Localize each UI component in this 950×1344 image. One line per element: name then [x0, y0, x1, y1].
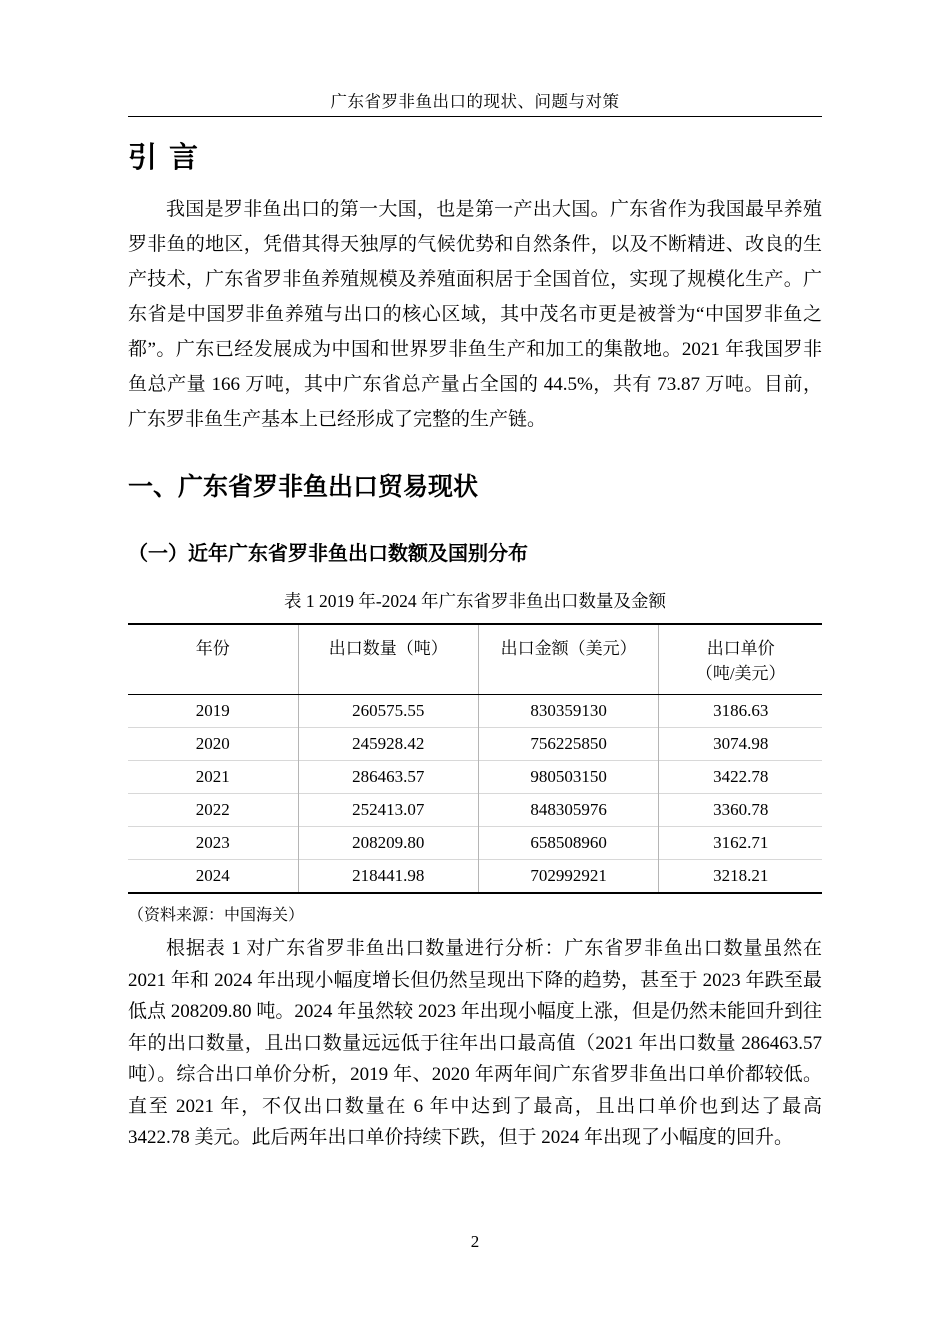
- cell-price: 3360.78: [659, 794, 822, 827]
- column-header-year: 年份: [128, 624, 298, 695]
- cell-quantity: 218441.98: [298, 860, 478, 894]
- table-row: [128, 761, 822, 794]
- intro-heading: 引 言: [128, 142, 201, 174]
- cell-price: 3186.63: [659, 695, 822, 728]
- table-source-note: （资料来源：中国海关）: [128, 907, 305, 924]
- page-number: 2: [470, 1232, 480, 1251]
- table-row: [128, 860, 822, 894]
- table-caption: 表 1 2019 年-2024 年广东省罗非鱼出口数量及金额: [283, 591, 667, 611]
- running-header-title: 广东省罗非鱼出口的现状、问题与对策: [128, 88, 822, 117]
- section-heading: 一、广东省罗非鱼出口贸易现状: [128, 473, 479, 501]
- cell-year: 2019: [195, 701, 230, 720]
- cell-amount: 848305976: [478, 794, 658, 827]
- intro-paragraph: 我国是罗非鱼出口的第一大国，也是第一产出大国。广东省作为我国最早养殖罗非鱼的地区，凭借其得天独厚的气候优势和自然条件，以及不断精进、改良的生产技术，广东省罗非鱼养殖规模及养殖面积居于全国首位，实现了规模化生产。广东省是中国罗非鱼养殖与出口的核心区域，其中茂名市更是被誉为“中国罗非鱼之都”。广东已经发展成为中国和世界罗非鱼生产和加工的集散地。2021 年我国罗非鱼总产量 166 万吨，其中广东省总产量占全国的 44.5%，共有 73.87 万吨。目前，广东罗非鱼生产基本上已经形成了完整的生产链。: [128, 199, 822, 430]
- cell-quantity: 286463.57: [298, 761, 478, 794]
- cell-amount: 830359130: [478, 695, 658, 728]
- cell-price: 3162.71: [659, 827, 822, 860]
- table-row: [128, 794, 822, 827]
- cell-amount: 702992921: [478, 860, 658, 894]
- cell-quantity: 208209.80: [298, 827, 478, 860]
- column-header-amount: 出口金额（美元）: [478, 624, 658, 695]
- sub-heading: （一）近年广东省罗非鱼出口数额及国别分布: [128, 543, 528, 565]
- analysis-paragraph: 根据表 1 对广东省罗非鱼出口数量进行分析：广东省罗非鱼出口数量虽然在 2021 年和 2024 年出现小幅度增长但仍然呈现出下降的趋势，甚至于 2023 年跌至最低点 208209.80 吨。2024 年虽然较 2023 年出现小幅度上涨，但是仍然未能回升到往年的出口数量，且出口数量远远低于往年出口最高值（2021 年出口数量 286463.57 吨）。综合出口单价分析，2019 年、2020 年两年间广东省罗非鱼出口单价都较低。直至 2021 年，不仅出口数量在 6 年中达到了最高，且出口单价也到达了最高 3422.78 美元。此后两年出口单价持续下跌，但于 2024 年出现了小幅度的回升。: [128, 938, 822, 1148]
- cell-quantity: 260575.55: [298, 695, 478, 728]
- table-row: [128, 728, 822, 761]
- cell-price: 3218.21: [659, 860, 822, 894]
- cell-year: 2021: [128, 761, 298, 794]
- column-header-quantity: 出口数量（吨）: [298, 624, 478, 695]
- cell-amount: 756225850: [478, 728, 658, 761]
- cell-amount: 980503150: [478, 761, 658, 794]
- table-row: [128, 695, 822, 728]
- cell-year: 2022: [128, 794, 298, 827]
- cell-amount: 658508960: [478, 827, 658, 860]
- table-row: [128, 827, 822, 860]
- cell-quantity: 252413.07: [298, 794, 478, 827]
- column-header-price: [659, 624, 822, 695]
- export-data-table: [128, 623, 822, 894]
- cell-quantity: 245928.42: [298, 728, 478, 761]
- table-header-row: [128, 624, 822, 695]
- cell-year: 2020: [128, 728, 298, 761]
- cell-price: 3074.98: [659, 728, 822, 761]
- cell-year: 2023: [128, 827, 298, 860]
- cell-year: 2024: [128, 860, 298, 894]
- column-header-price-line1: 出口单价: [706, 639, 775, 658]
- column-header-price-line2: （吨/美元）: [695, 664, 786, 683]
- cell-price: 3422.78: [659, 761, 822, 794]
